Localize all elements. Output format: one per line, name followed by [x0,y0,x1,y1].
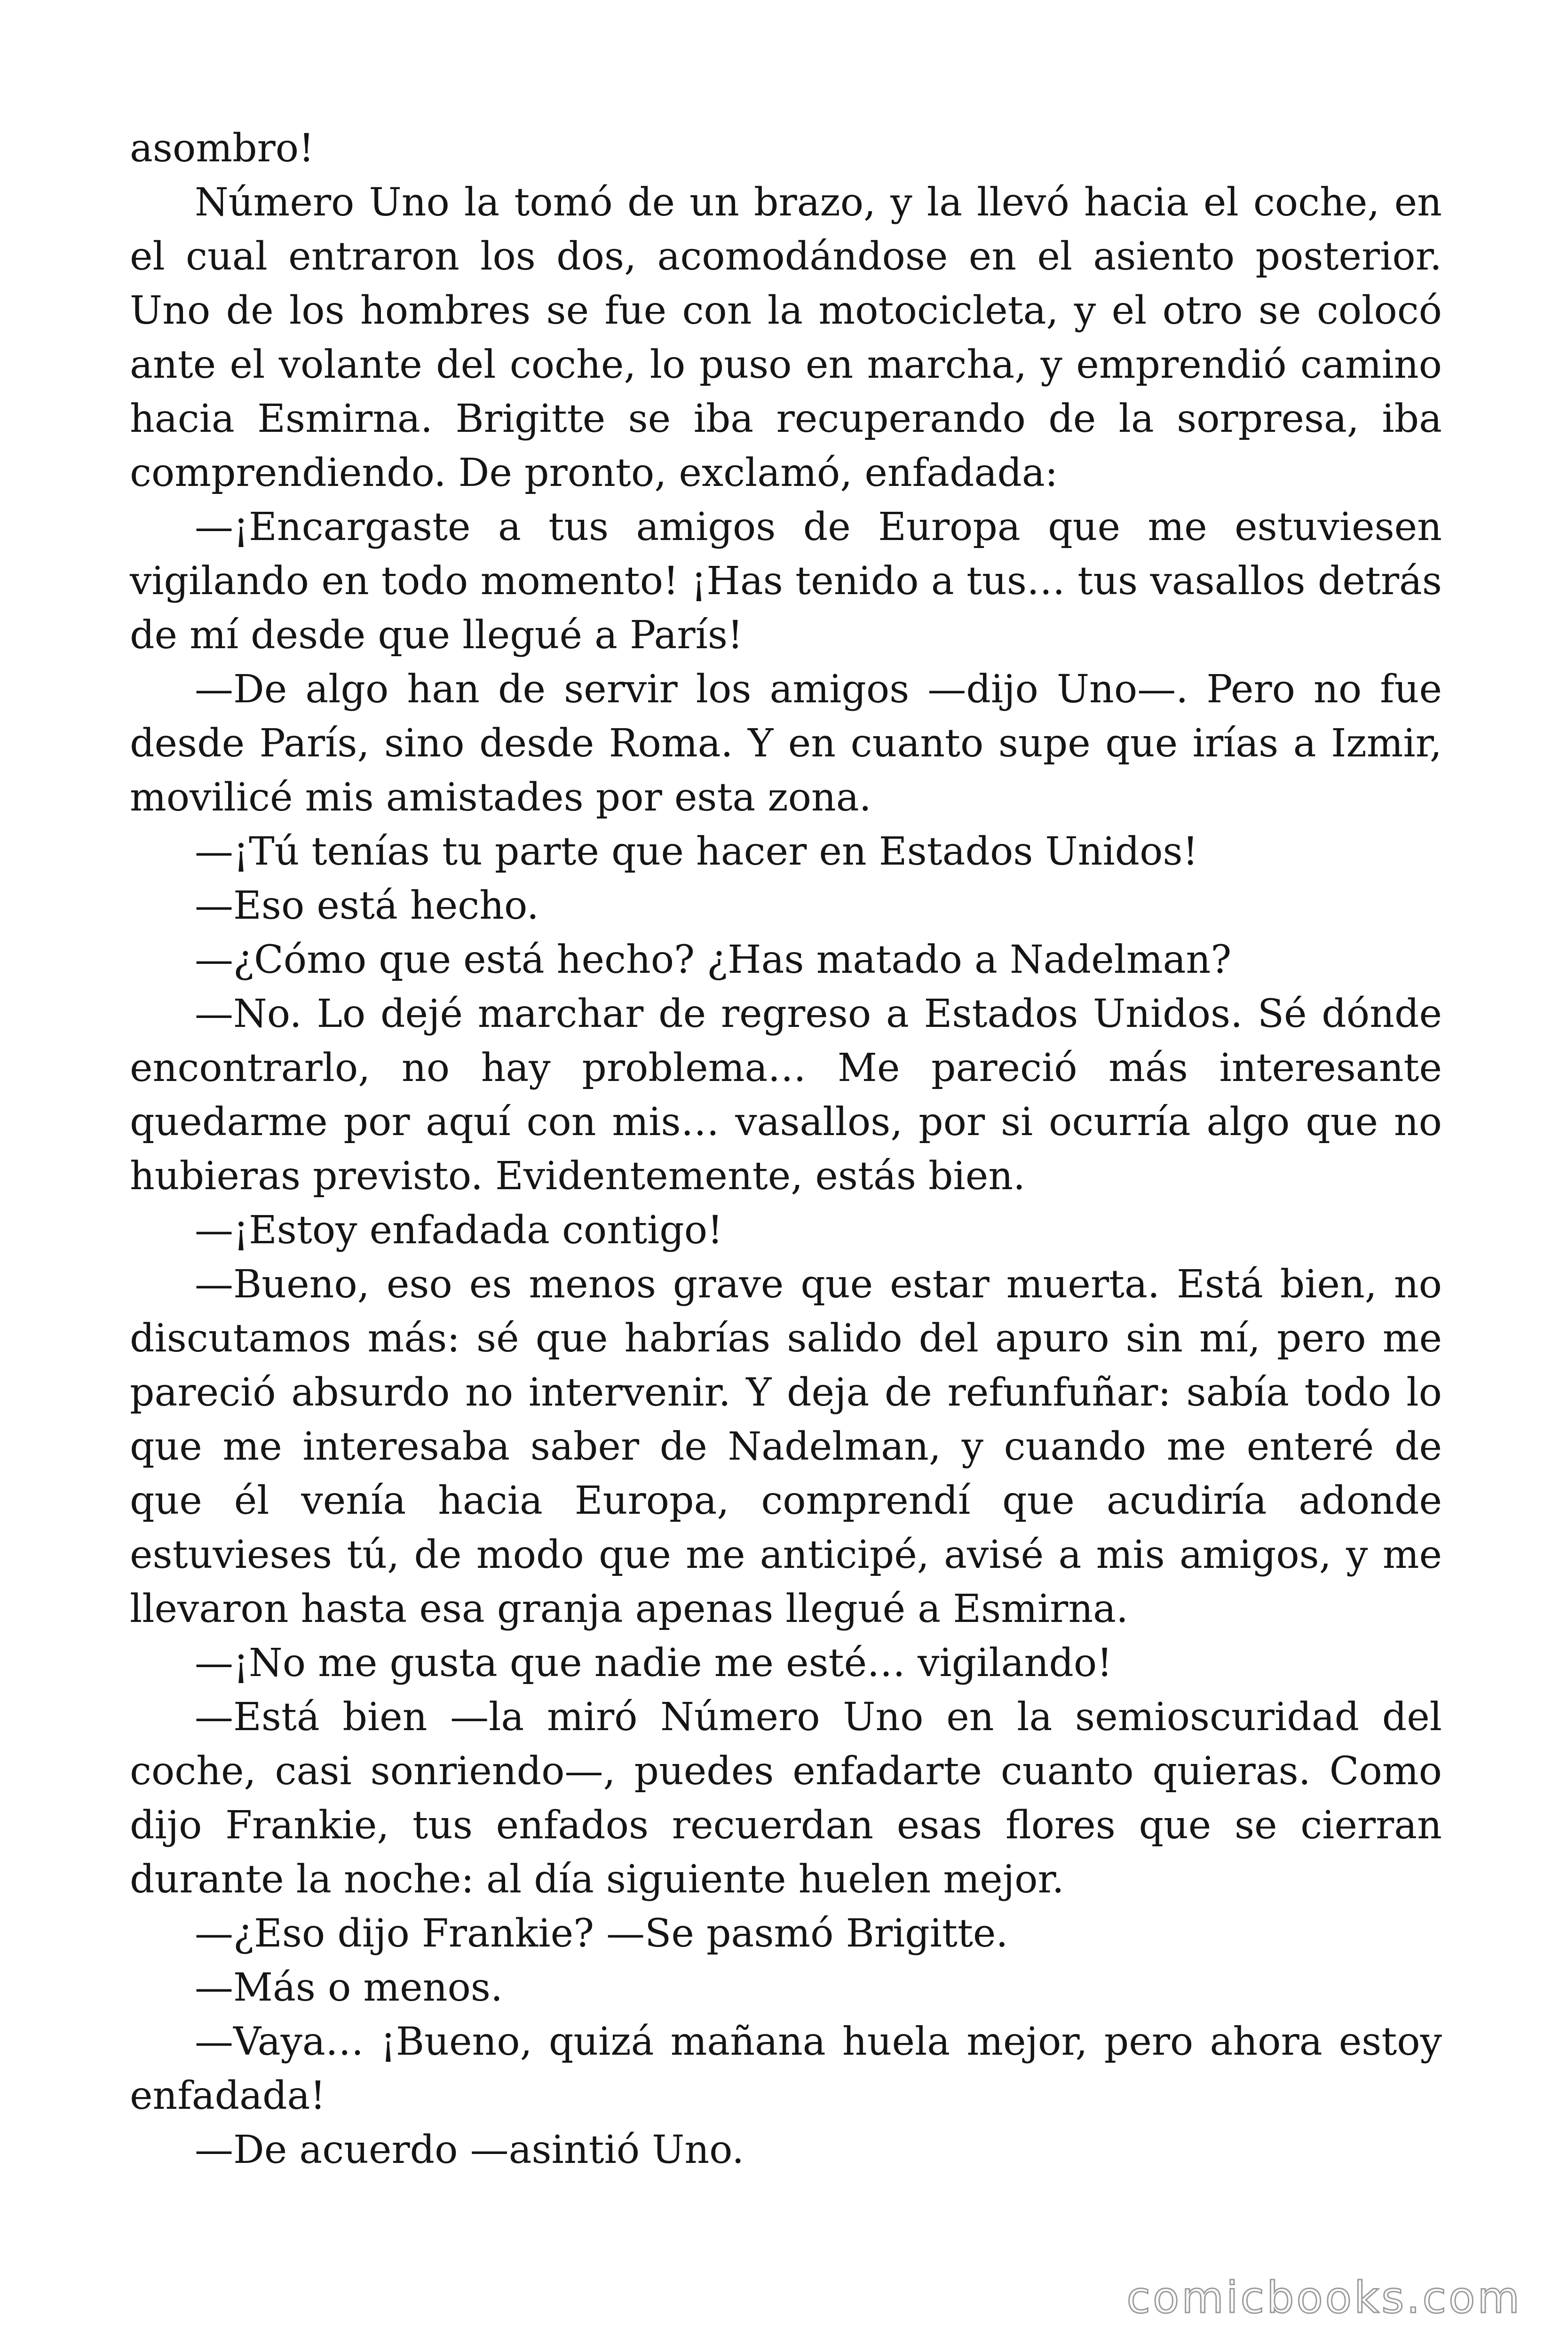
paragraph-dialogue: —Más o menos. [195,1965,503,2010]
paragraph-dialogue: —De acuerdo —asintió Uno. [195,2128,744,2172]
paragraph-dialogue: —¿Cómo que está hecho? ¿Has matado a Nadelman? [195,938,1232,982]
paragraph-continuation: asombro! [130,126,315,171]
paragraph-dialogue: —Está bien —la miró Número Uno en la semioscuridad del coche, casi sonriendo—, puedes enfadarte cuanto quieras. Como dijo Frankie, tus enfados recuerdan esas flores que se cierran durante la noche: al día siguiente huelen mejor. [130,1695,1442,1902]
paragraph-narration: Número Uno la tomó de un brazo, y la llevó hacia el coche, en el cual entraron los dos, acomodándose en el asiento posterior. Uno de los hombres se fue con la motocicleta, y el otro se colocó ante el volante del coche, lo puso en marcha, y emprendió camino hacia Esmirna. Brigitte se iba recuperando de la sorpresa, iba comprendiendo. De pronto, exclamó, enfadada: [130,180,1442,495]
paragraph-dialogue: —De algo han de servir los amigos —dijo Uno—. Pero no fue desde París, sino desde Roma. Y en cuanto supe que irías a Izmir, movilicé mis amistades por esta zona. [130,667,1442,820]
paragraph-dialogue: —Eso está hecho. [195,883,539,928]
paragraph-dialogue: —¡Tú tenías tu parte que hacer en Estados Unidos! [195,829,1198,874]
watermark-text: comicbooks.com [1126,2273,1522,2323]
paragraph-dialogue: —¡Encargaste a tus amigos de Europa que me estuviesen vigilando en todo momento! ¡Has tenido a tus… tus vasallos detrás de mí desde que llegué a París! [130,505,1442,658]
paragraph-dialogue: —¡No me gusta que nadie me esté… vigilando! [195,1641,1113,1685]
paragraph-dialogue: —¿Eso dijo Frankie? —Se pasmó Brigitte. [195,1911,1008,1956]
paragraph-dialogue: —Bueno, eso es menos grave que estar muerta. Está bien, no discutamos más: sé que habrías salido del apuro sin mí, pero me pareció absurdo no intervenir. Y deja de refunfuñar: sabía todo lo que me interesaba saber de Nadelman, y cuando me enteré de que él venía hacia Europa, comprendí que acudiría adonde estuvieses tú, de modo que me anticipé, avisé a mis amigos, y me llevaron hasta esa granja apenas llegué a Esmirna. [130,1262,1442,1631]
paragraph-dialogue: —¡Estoy enfadada contigo! [195,1208,723,1253]
paragraph-dialogue: —Vaya… ¡Bueno, quizá mañana huela mejor, pero ahora estoy enfadada! [130,2019,1442,2118]
paragraph-dialogue: —No. Lo dejé marchar de regreso a Estados Unidos. Sé dónde encontrarlo, no hay problema… Me pareció más interesante quedarme por aquí con mis… vasallos, por si ocurría algo que no hubieras previsto. Evidentemente, estás bien. [130,992,1442,1199]
body-text [130,121,1442,2177]
